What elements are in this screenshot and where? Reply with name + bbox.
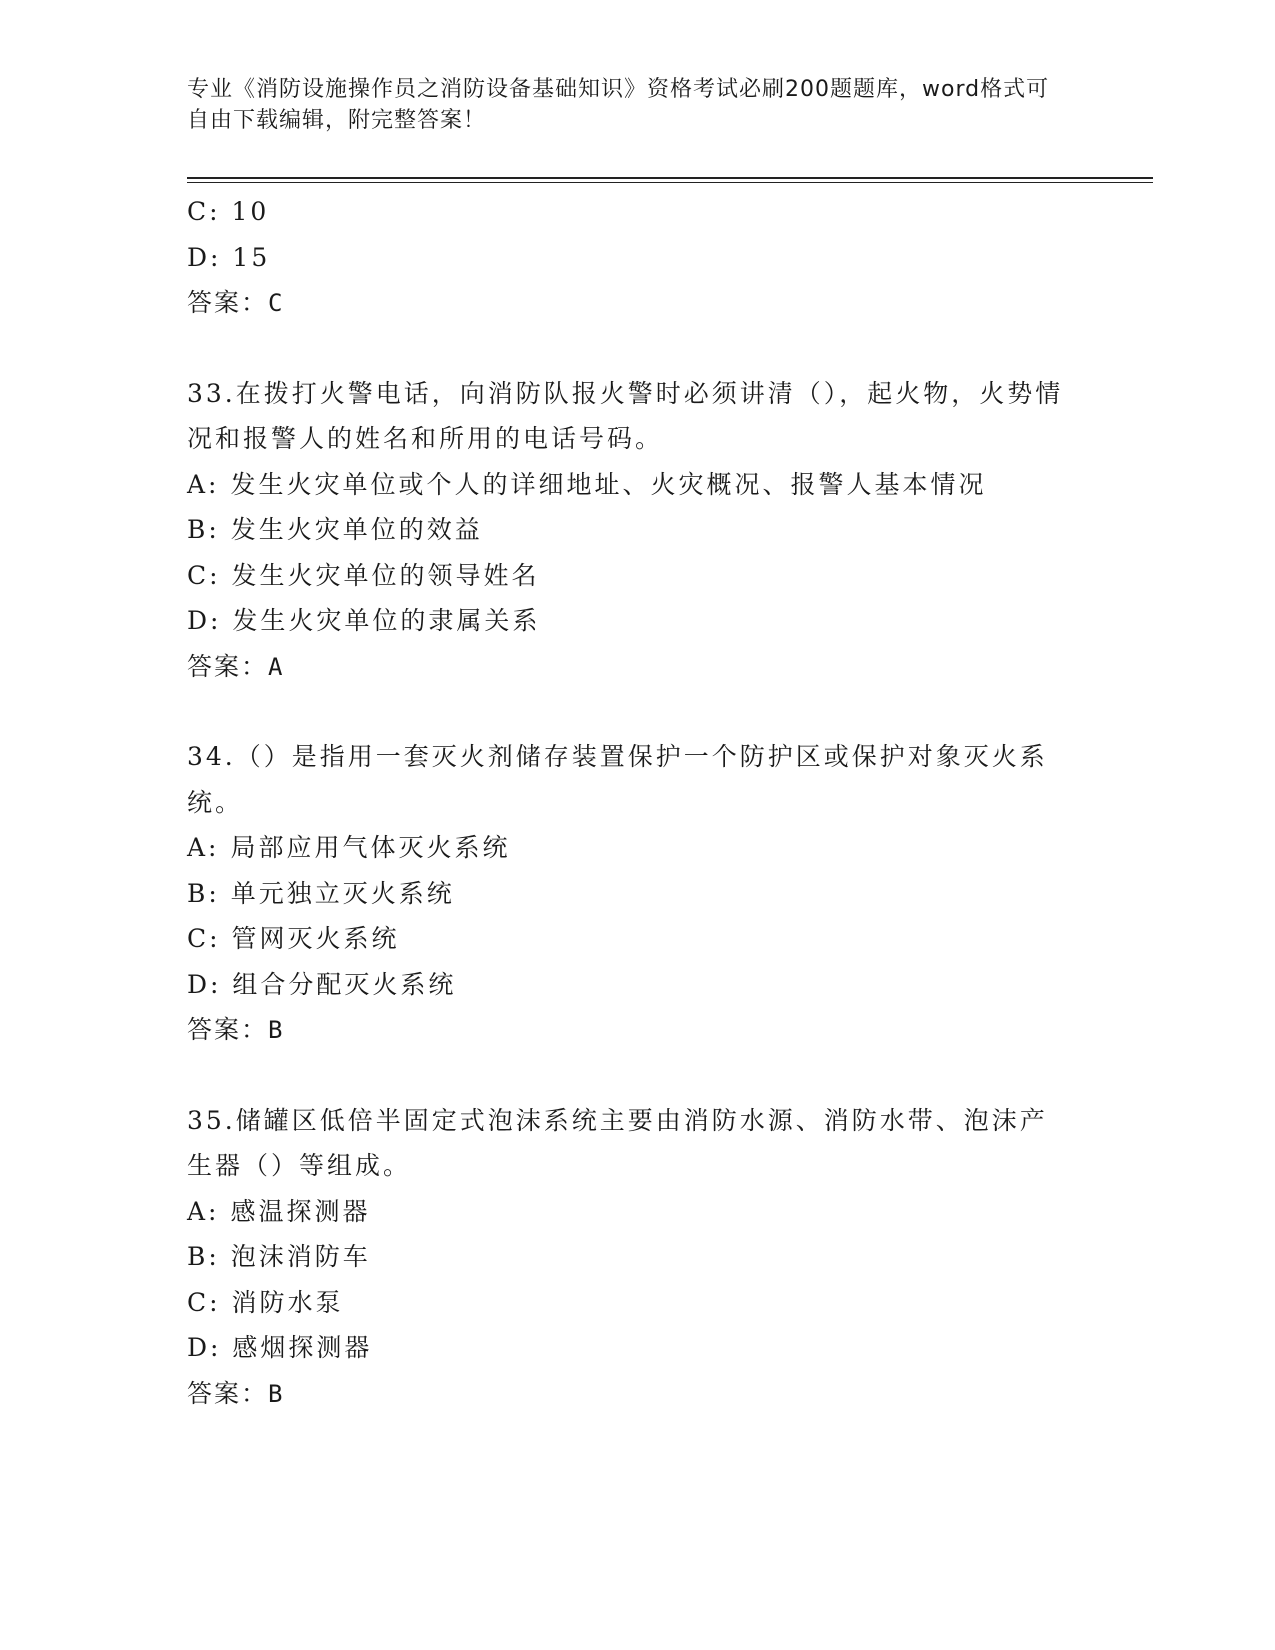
option-label: A: (187, 833, 220, 862)
option-text: 泡沫消防车 (230, 1242, 371, 1271)
option-d (187, 962, 1087, 1008)
option-label: C: (187, 197, 221, 226)
option-text: 发生火灾单位或个人的详细地址、火灾概况、报警人基本情况 (230, 469, 987, 499)
option-c (187, 189, 1087, 235)
document-header: 专业《消防设施操作员之消防设备基础知识》资格考试必刷200题题库，word格式可自由下载编辑，附完整答案！ (187, 77, 1050, 133)
option-text: 单元独立灭火系统 (230, 878, 455, 908)
option-label: A: (187, 469, 220, 499)
option-b (187, 1234, 1087, 1280)
option-label: B: (187, 878, 220, 908)
answer-line (187, 1007, 1087, 1054)
option-b (187, 871, 1087, 917)
option-label: C: (187, 1287, 221, 1317)
option-label: A: (187, 1196, 220, 1226)
option-d (187, 235, 1087, 281)
answer-value: B (268, 1379, 285, 1408)
option-text: 发生火灾单位的领导姓名 (231, 560, 540, 590)
header-divider-thick (187, 177, 1153, 179)
option-label: D: (187, 1333, 222, 1362)
option-a (187, 1189, 1087, 1235)
question-stem: 33.在拨打火警电话，向消防队报火警时必须讲清（），起火物，火势情况和报警人的姓名和所用的电话号码。 (187, 378, 1064, 453)
header-divider-thin (187, 182, 1153, 183)
question-stem: 35.储罐区低倍半固定式泡沫系统主要由消防水源、消防水带、泡沫产生器（）等组成。 (187, 1105, 1048, 1180)
answer-label: 答案： (187, 651, 269, 681)
option-c (187, 553, 1087, 599)
option-label: D: (187, 242, 222, 272)
option-d (187, 598, 1087, 644)
answer-value: A (268, 652, 285, 681)
option-text: 感烟探测器 (232, 1333, 373, 1362)
question-content (187, 189, 1087, 1417)
answer-label: 答案： (187, 288, 269, 317)
option-label: B: (187, 515, 220, 544)
option-label: D: (187, 606, 222, 635)
option-d (187, 1325, 1087, 1371)
answer-label: 答案： (187, 1378, 269, 1408)
question-stem: 34.（）是指用一套灭火剂储存装置保护一个防护区或保护对象灭火系统。 (187, 742, 1048, 817)
option-text: 局部应用气体灭火系统 (230, 833, 511, 862)
option-text: 15 (232, 242, 271, 272)
option-c (187, 916, 1087, 962)
option-text: 10 (231, 197, 270, 226)
option-b (187, 507, 1087, 553)
option-text: 发生火灾单位的效益 (230, 515, 483, 544)
option-text: 管网灭火系统 (231, 924, 400, 953)
answer-line (187, 1371, 1087, 1418)
option-text: 发生火灾单位的隶属关系 (232, 606, 541, 635)
option-label: C: (187, 560, 221, 590)
option-label: B: (187, 1242, 220, 1271)
answer-value: B (268, 1016, 285, 1044)
option-label: C: (187, 924, 221, 953)
answer-label: 答案： (187, 1015, 269, 1044)
option-a (187, 825, 1087, 871)
option-label: D: (187, 969, 222, 999)
question-34 (187, 734, 1087, 1054)
question-33 (187, 371, 1087, 691)
option-text: 消防水泵 (231, 1287, 344, 1317)
continued-question (187, 189, 1087, 327)
option-text: 组合分配灭火系统 (232, 969, 457, 999)
option-a (187, 462, 1087, 508)
answer-line (187, 644, 1087, 691)
option-text: 感温探测器 (230, 1196, 371, 1226)
option-c (187, 1280, 1087, 1326)
question-35 (187, 1098, 1087, 1418)
answer-line (187, 280, 1087, 327)
answer-value: C (268, 289, 285, 317)
